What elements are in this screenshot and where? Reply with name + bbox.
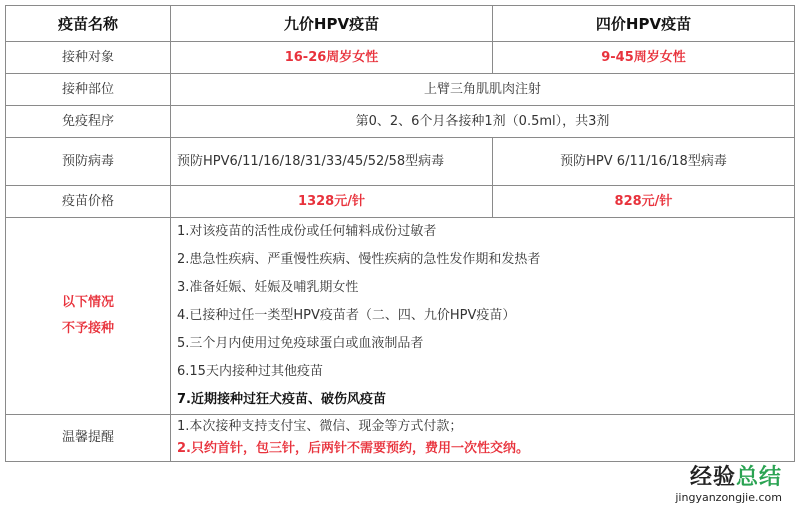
target-9-valent: 16-26周岁女性 bbox=[171, 42, 493, 74]
price-label: 疫苗价格 bbox=[6, 186, 171, 218]
schedule-value: 第0、2、6个月各接种1剂（0.5ml），共3剂 bbox=[171, 106, 795, 138]
header-vaccine-name: 疫苗名称 bbox=[6, 6, 171, 42]
site-row bbox=[6, 74, 795, 106]
tips-line-1: 1.本次接种支持支付宝、微信、现金等方式付款； bbox=[177, 419, 463, 434]
prevention-4-valent: 预防HPV 6/11/16/18型病毒 bbox=[493, 138, 795, 186]
contraindications-label bbox=[6, 218, 171, 415]
schedule-label: 免疫程序 bbox=[6, 106, 171, 138]
list-item: 2.患急性疾病、严重慢性疾病、慢性疾病的急性发作期和发热者 bbox=[177, 252, 541, 267]
prevention-9-valent: 预防HPV6/11/16/18/31/33/45/52/58型病毒 bbox=[171, 138, 493, 186]
contraindications-row bbox=[6, 218, 795, 415]
watermark-url: jingyanzongjie.com bbox=[675, 491, 782, 504]
price-9-valent: 1328元/针 bbox=[171, 186, 493, 218]
contraindications-list bbox=[171, 218, 795, 415]
target-4-valent: 9-45周岁女性 bbox=[493, 42, 795, 74]
target-row bbox=[6, 42, 795, 74]
tips-label: 温馨提醒 bbox=[6, 415, 171, 462]
tips-line-2: 2.只约首针，包三针，后两针不需要预约，费用一次性交纳。 bbox=[177, 441, 529, 456]
list-item: 1.对该疫苗的活性成份或任何辅料成份过敏者 bbox=[177, 224, 437, 239]
prevention-label: 预防病毒 bbox=[6, 138, 171, 186]
contraindications-label-line2: 不予接种 bbox=[61, 321, 114, 336]
price-4-valent: 828元/针 bbox=[493, 186, 795, 218]
list-item: 7.近期接种过狂犬疫苗、破伤风疫苗 bbox=[177, 392, 386, 407]
list-item: 5.三个月内使用过免疫球蛋白或血液制品者 bbox=[177, 336, 424, 351]
tips-content bbox=[171, 415, 795, 462]
list-item: 3.准备妊娠、妊娠及哺乳期女性 bbox=[177, 280, 359, 295]
target-label: 接种对象 bbox=[6, 42, 171, 74]
watermark-text-part1: 经验 bbox=[689, 465, 736, 490]
watermark-logo-text bbox=[675, 465, 782, 491]
list-item: 6.15天内接种过其他疫苗 bbox=[177, 364, 323, 379]
site-label: 接种部位 bbox=[6, 74, 171, 106]
tips-row bbox=[6, 415, 795, 462]
schedule-row bbox=[6, 106, 795, 138]
site-value: 上臂三角肌肌肉注射 bbox=[171, 74, 795, 106]
prevention-row bbox=[6, 138, 795, 186]
contraindications-label-line1: 以下情况 bbox=[61, 295, 114, 310]
price-row bbox=[6, 186, 795, 218]
header-9-valent: 九价HPV疫苗 bbox=[171, 6, 493, 42]
hpv-vaccine-table bbox=[5, 5, 795, 462]
header-4-valent: 四价HPV疫苗 bbox=[493, 6, 795, 42]
list-item: 4.已接种过任一类型HPV疫苗者（二、四、九价HPV疫苗） bbox=[177, 308, 516, 323]
header-row bbox=[6, 6, 795, 42]
watermark-text-part2: 总结 bbox=[735, 465, 782, 490]
site-watermark bbox=[675, 465, 782, 504]
